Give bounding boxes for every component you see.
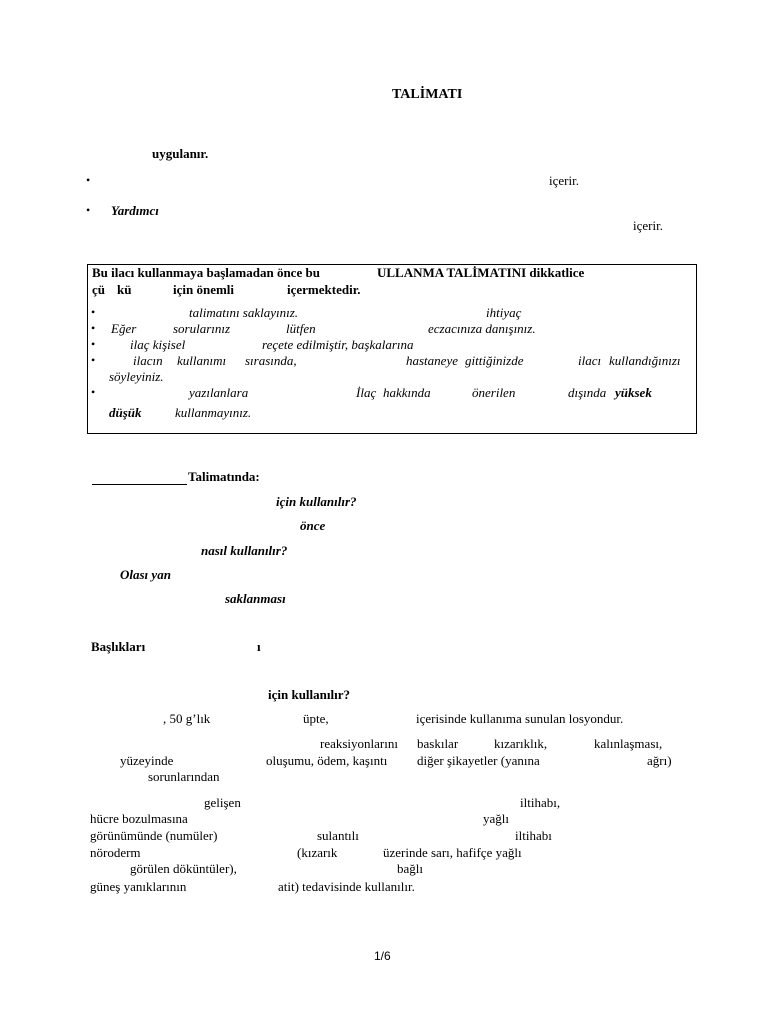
section1-para2-l1-a: reaksiyonlarını xyxy=(320,736,398,751)
box-item2-part3: lütfen xyxy=(286,321,316,336)
section1-para1-b: üpte, xyxy=(303,711,329,726)
intro-bullet2-label: Yardımcı xyxy=(111,203,159,218)
box-item4-part1: ilacın xyxy=(133,353,163,368)
box-item4-part6: ilacı xyxy=(578,353,602,368)
box-item5-bold-end: yüksek xyxy=(615,385,652,400)
section1-para2-l2-d: ağrı) xyxy=(647,753,672,768)
box-item2-part4: eczacınıza danışınız. xyxy=(428,321,536,336)
intro-bullet2-end: içerir. xyxy=(633,218,663,233)
section1-para3-l4-b: (kızarık xyxy=(297,845,338,860)
box-item1-part2: ihtiyaç xyxy=(486,305,522,320)
toc-underline xyxy=(92,484,187,485)
toc-item-4: Olası yan xyxy=(120,567,171,582)
section1-para2-l3: sorunlarından xyxy=(148,769,220,784)
bullet-icon: • xyxy=(86,203,91,217)
box-item3-part2: reçete edilmiştir, başkalarına xyxy=(262,337,414,352)
bullet-icon: • xyxy=(91,305,96,319)
section1-para3-l6-a: güneş yanıklarının xyxy=(90,879,187,894)
warning-line1-b: ULLANMA TALİMATINI dikkatlice xyxy=(377,265,585,280)
section-heading-suffix: ı xyxy=(257,639,261,654)
box-item4-part7: kullandığınızı xyxy=(609,353,681,368)
section1-para3-l3-a: görünümünde (numüler) xyxy=(90,828,218,843)
bullet-icon: • xyxy=(86,173,91,187)
box-item4-part4: hastaneye xyxy=(406,353,458,368)
section1-para3-l5-b: bağlı xyxy=(397,861,423,876)
box-item4-part5: gittiğinizde xyxy=(465,353,524,368)
section1-para3-l2-b: yağlı xyxy=(483,811,509,826)
section1-para3-l4-a: nöroderm xyxy=(90,845,141,860)
section1-para3-l5-a: görülen döküntüler), xyxy=(130,861,237,876)
bullet-icon: • xyxy=(91,337,96,351)
section1-para2-l1-b: baskılar xyxy=(417,736,459,751)
box-item5-part3: hakkında xyxy=(383,385,431,400)
box-item5-line2-rest: kullanmayınız. xyxy=(175,405,252,420)
section1-para1-a: , 50 g’lık xyxy=(163,711,211,726)
bullet-icon: • xyxy=(91,353,96,367)
bullet-icon: • xyxy=(91,321,96,335)
box-item3-part1: ilaç kişisel xyxy=(130,337,186,352)
box-item4-part2: kullanımı xyxy=(177,353,227,368)
toc-item-1: için kullanılır? xyxy=(276,494,357,509)
applied-text: uygulanır. xyxy=(152,146,209,161)
box-item4-cont: söyleyiniz. xyxy=(109,369,164,384)
document-title: TALİMATI xyxy=(392,87,463,102)
box-item4-part3: sırasında, xyxy=(245,353,297,368)
section1-para3-l2-a: hücre bozulmasına xyxy=(90,811,188,826)
warning-line2-b: kü xyxy=(117,282,132,297)
section1-para2-l2-a: yüzeyinde xyxy=(120,753,174,768)
toc-item-5: saklanması xyxy=(225,591,286,606)
box-item2-part1: Eğer xyxy=(111,321,137,336)
section1-title: için kullanılır? xyxy=(268,687,350,702)
box-item5-part2: İlaç xyxy=(356,385,377,400)
box-item5-part5: dışında xyxy=(568,385,607,400)
section1-para2-l2-b: oluşumu, ödem, kaşıntı xyxy=(266,753,388,768)
box-item5-part4: önerilen xyxy=(472,385,516,400)
page-number: 1/6 xyxy=(374,949,391,963)
box-item5-part1: yazılanlara xyxy=(189,385,249,400)
warning-line2-c: için önemli xyxy=(173,282,235,297)
section1-para1-c: içerisinde kullanıma sunulan losyondur. xyxy=(416,711,624,726)
warning-line2-d: içermektedir. xyxy=(287,282,361,297)
section1-para3-l4-c: üzerinde sarı, hafifçe yağlı xyxy=(383,845,522,860)
toc-item-3: nasıl kullanılır? xyxy=(201,543,288,558)
toc-heading: Talimatında: xyxy=(188,469,260,484)
box-item5-line2-bold: düşük xyxy=(109,405,142,420)
section1-para2-l1-d: kalınlaşması, xyxy=(594,736,663,751)
section1-para3-l3-c: iltihabı xyxy=(515,828,552,843)
box-item2-part2: sorularınız xyxy=(173,321,231,336)
section1-para3-l1-a: gelişen xyxy=(204,795,241,810)
warning-line1-a: Bu ilacı kullanmaya başlamadan önce bu xyxy=(92,265,320,280)
section1-para3-l3-b: sulantılı xyxy=(317,828,359,843)
section1-para3-l1-b: iltihabı, xyxy=(520,795,561,810)
section1-para2-l2-c: diğer şikayetler (yanına xyxy=(417,753,540,768)
section-heading-label: Başlıkları xyxy=(91,639,146,654)
section1-para2-l1-c: kızarıklık, xyxy=(494,736,548,751)
box-item1-part1: talimatını saklayınız. xyxy=(189,305,299,320)
toc-item-2: önce xyxy=(300,518,326,533)
intro-bullet1-end: içerir. xyxy=(549,173,579,188)
bullet-icon: • xyxy=(91,385,96,399)
section1-para3-l6-b: atit) tedavisinde kullanılır. xyxy=(278,879,415,894)
warning-line2-a: çü xyxy=(92,282,105,297)
